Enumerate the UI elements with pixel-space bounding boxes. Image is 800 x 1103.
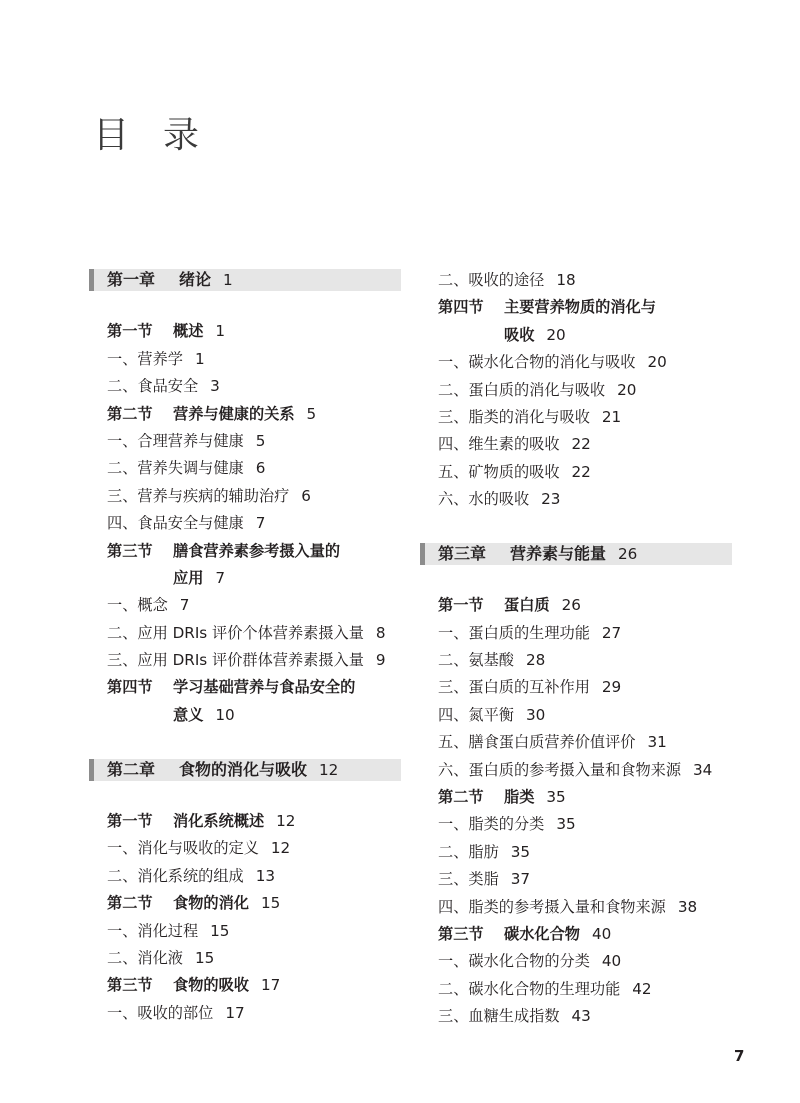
toc-label: 第一章 [107,270,156,289]
toc-page-number: 23 [541,490,561,509]
toc-label: 第四节 [438,298,484,317]
toc-label: 第二节 [438,788,484,807]
toc-page-number: 12 [319,760,339,779]
toc-item [420,811,732,838]
toc-section [89,318,401,345]
toc-page-number: 1 [223,271,233,289]
toc-section [89,674,401,701]
toc-chapter [420,543,732,565]
toc-page-number: 40 [591,924,612,943]
toc-page-number: 5 [306,404,317,423]
toc-item [89,620,401,647]
toc-title: 一、营养学 [107,349,183,368]
toc-item [89,1000,401,1027]
toc-page-number: 26 [561,596,581,615]
toc-title: 三、应用 DRIs 评价群体营养素摄入量 [107,651,364,670]
toc-section [420,294,732,321]
toc-page-number: 35 [556,815,576,834]
toc-title: 四、氮平衡 [438,705,514,724]
toc-item [89,647,401,674]
toc-title: 三、脂类的消化与吸收 [438,407,590,426]
toc-page-number: 5 [255,431,266,450]
toc-title: 膳食营养素参考摄入量的 [173,541,341,560]
toc-section [89,538,401,565]
toc-item [89,455,401,482]
toc-page-number: 17 [260,976,281,995]
toc-spacer [89,291,401,318]
toc-title: 六、水的吸收 [438,490,530,509]
toc-label: 第三节 [107,976,153,995]
toc-page-number: 20 [647,353,667,372]
toc-page-number: 12 [270,839,291,858]
toc-label: 第三节 [438,924,484,943]
toc-item [420,948,732,975]
toc-title: 五、膳食蛋白质营养价值评价 [438,733,636,752]
toc-page-number: 35 [510,842,531,861]
toc-title: 三、血糖生成指数 [438,1007,560,1026]
toc-title: 一、吸收的部位 [107,1003,214,1022]
toc-title: 二、食品安全 [107,377,199,396]
toc-title: 学习基础营养与食品安全的 [173,678,356,697]
toc-page-number: 6 [255,459,266,478]
toc-page-number: 26 [618,544,638,563]
page-number: 7 [734,1047,745,1065]
toc-label: 第一节 [107,812,153,831]
toc-title: 二、消化液 [107,948,183,967]
toc-spacer [420,565,732,592]
toc-page-number: 20 [617,380,637,399]
toc-title: 消化系统概述 [173,812,265,831]
toc-chapter [89,759,401,781]
toc-page-number: 3 [210,377,220,396]
toc-item [89,918,401,945]
toc-item [89,428,401,455]
toc-label: 第一节 [438,596,484,615]
toc-label: 第二节 [107,404,153,423]
toc-page-number: 8 [375,623,386,642]
toc-item [420,976,732,1003]
toc-title: 一、碳水化合物的消化与吸收 [438,353,636,372]
toc-title: 三、类脂 [438,870,499,889]
toc-title: 三、蛋白质的互补作用 [438,678,590,697]
toc-title: 应用 [173,568,204,587]
toc-item [420,894,732,921]
toc-title: 主要营养物质的消化与 [504,298,656,317]
toc-item [89,483,401,510]
toc-page-number: 27 [601,623,622,642]
toc-item [420,377,732,404]
toc-item [89,346,401,373]
toc-item [89,945,401,972]
toc-chapter [89,269,401,291]
toc-cont [89,565,401,592]
toc-page-number: 42 [632,979,652,998]
toc-title: 五、矿物质的吸收 [438,462,560,481]
toc-page-number: 12 [276,812,296,831]
toc-item [420,729,732,756]
toc-title: 二、吸收的途径 [438,271,545,289]
toc-page-number: 7 [179,596,190,615]
toc-item [420,404,732,431]
toc-item [420,620,732,647]
toc-page-number: 37 [510,870,531,889]
toc-left-column [89,267,401,1027]
toc-section [420,921,732,948]
toc-title: 食物的消化 [173,894,249,913]
toc-page-number: 20 [546,325,566,344]
toc-item [89,510,401,537]
toc-label: 第四节 [107,678,153,697]
toc-title: 四、维生素的吸收 [438,435,560,454]
toc-item [420,647,732,674]
toc-page-number: 7 [255,514,266,533]
toc-item [89,373,401,400]
toc-cont [420,322,732,349]
toc-section [89,808,401,835]
toc-page-number: 1 [194,349,205,368]
toc-title: 四、食品安全与健康 [107,514,244,533]
toc-title: 二、蛋白质的消化与吸收 [438,380,606,399]
toc-item [420,431,732,458]
toc-item [89,592,401,619]
toc-page-number: 13 [255,866,276,885]
toc-right-column [420,267,732,1031]
toc-section [89,972,401,999]
toc-item [420,702,732,729]
toc-page-number: 7 [215,568,226,587]
toc-title: 概述 [173,322,204,341]
toc-section [89,401,401,428]
toc-item [89,863,401,890]
toc-item [420,349,732,376]
toc-spacer [420,514,732,541]
title-char-1: 目 [93,115,130,156]
toc-title: 一、合理营养与健康 [107,431,244,450]
toc-label: 第一节 [107,322,153,341]
toc-title: 二、消化系统的组成 [107,866,244,885]
page-title [93,115,200,156]
toc-label: 第二章 [107,759,156,779]
toc-page-number: 1 [215,322,226,341]
toc-page-number: 6 [301,486,311,505]
toc-page-number: 18 [556,271,576,289]
toc-title: 脂类 [504,788,535,807]
toc-title: 营养与健康的关系 [173,404,295,423]
toc-title: 三、营养与疾病的辅助治疗 [107,486,290,505]
toc-title: 四、脂类的参考摄入量和食物来源 [438,897,666,916]
toc-title: 碳水化合物 [504,924,580,943]
toc-title: 绪论 [179,270,212,289]
toc-page-number: 17 [225,1003,245,1022]
toc-section [89,890,401,917]
toc-item [420,459,732,486]
toc-title: 一、消化与吸收的定义 [107,839,259,858]
toc-title: 一、蛋白质的生理功能 [438,623,590,642]
toc-page-number: 15 [260,894,281,913]
toc-title: 二、应用 DRIs 评价个体营养素摄入量 [107,623,364,642]
toc-title: 意义 [173,705,204,724]
toc-page-number: 21 [601,407,622,426]
toc-item [420,839,732,866]
title-char-2: 录 [163,115,200,156]
toc-cont [89,702,401,729]
toc-page-number: 38 [677,897,698,916]
toc-page-number: 31 [647,733,667,752]
toc-page-number: 40 [601,952,622,971]
toc-page-number: 15 [210,921,230,940]
toc-label: 第二节 [107,894,153,913]
toc-page-number: 43 [571,1007,591,1026]
toc-title: 吸收 [504,325,535,344]
toc-page-number: 28 [525,651,546,670]
toc-page-number: 10 [215,705,235,724]
toc-item [420,674,732,701]
toc-item [420,1003,732,1030]
toc-page-number: 29 [601,678,622,697]
toc-title: 一、碳水化合物的分类 [438,952,590,971]
toc-page-number: 22 [571,462,591,481]
toc-page-number: 35 [546,788,566,807]
toc-item [420,866,732,893]
toc-title: 二、脂肪 [438,842,499,861]
toc-title: 蛋白质 [504,596,550,615]
toc-page-number: 15 [194,948,215,967]
toc-item [89,835,401,862]
toc-title: 食物的消化与吸收 [179,759,308,779]
toc-page-number: 22 [571,435,591,454]
toc-title: 一、消化过程 [107,921,199,940]
toc-title: 二、碳水化合物的生理功能 [438,979,621,998]
toc-title: 二、营养失调与健康 [107,459,244,478]
toc-section [420,592,732,619]
toc-label: 第三节 [107,541,153,560]
toc-title: 六、蛋白质的参考摄入量和食物来源 [438,760,681,779]
toc-spacer [89,781,401,808]
toc-title: 一、概念 [107,596,168,615]
toc-title: 一、脂类的分类 [438,815,545,834]
toc-title: 食物的吸收 [173,976,249,995]
toc-page-number: 9 [375,651,386,670]
toc-item [420,486,732,513]
toc-spacer [89,729,401,756]
toc-title: 二、氨基酸 [438,651,514,670]
toc-page-number: 30 [525,705,546,724]
toc-section [420,784,732,811]
toc-label: 第三章 [438,543,487,563]
toc-title: 营养素与能量 [510,543,607,563]
toc-item [420,757,732,784]
toc-item [420,267,732,294]
toc-page-number: 34 [693,760,713,779]
